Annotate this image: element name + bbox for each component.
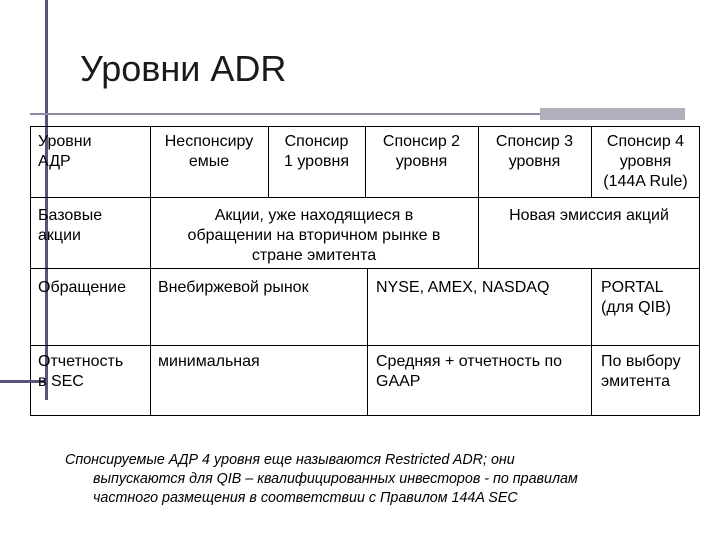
- cell-existing-shares: Акции, уже находящиеся в обращении на вторичном рынке в стране эмитента: [187, 207, 441, 264]
- header-sponsored-level-3: Спонсир 3 уровня: [495, 133, 574, 170]
- table-column-divider: [150, 126, 151, 268]
- footnote-line: Спонсируемые АДР 4 уровня еще называются Restricted ADR; они: [65, 452, 515, 468]
- cell-medium-reporting: Средняя + отчетность по GAAP: [376, 353, 563, 390]
- cell-new-issue: Новая эмиссия акций: [509, 207, 669, 224]
- table-column-divider: [367, 268, 368, 416]
- cell-exchanges: NYSE, AMEX, NASDAQ: [376, 279, 550, 296]
- slide-accent-vertical-line: [45, 0, 48, 400]
- table-row-divider: [30, 197, 700, 198]
- table-column-divider: [591, 268, 592, 416]
- cell-issuer-choice: По выбору эмитента: [601, 353, 681, 390]
- header-sponsored-level-2: Спонсир 2 уровня: [382, 133, 461, 170]
- table-border-left: [30, 126, 31, 416]
- cell-portal: PORTAL (для QIB): [601, 279, 671, 316]
- table-border-bottom: [30, 415, 700, 416]
- table-column-divider: [150, 268, 151, 416]
- cell-otc-market: Внебиржевой рынок: [158, 279, 309, 296]
- footnote-line: выпускаются для QIB – квалифицированных инвесторов - по правилам: [93, 471, 578, 487]
- table-column-divider: [365, 126, 366, 197]
- table-row-divider: [30, 268, 700, 269]
- header-levels: Уровни АДР: [38, 133, 92, 170]
- header-sponsored-level-4: Спонсир 4 уровня (144A Rule): [603, 133, 688, 190]
- table-border-right: [699, 126, 700, 416]
- header-unsponsored: Неспонсиру емые: [164, 133, 254, 170]
- table-row-divider: [30, 345, 700, 346]
- title-accent-box: [540, 108, 685, 120]
- cell-minimal-reporting: минимальная: [158, 353, 260, 370]
- footnote: [65, 451, 665, 508]
- row-label-trading: Обращение: [38, 279, 126, 296]
- table-column-divider: [591, 126, 592, 197]
- row-label-base-shares: Базовые акции: [38, 207, 103, 244]
- slide-title: Уровни ADR: [80, 48, 287, 89]
- row-label-sec-reporting: Отчетность в SEC: [38, 353, 124, 390]
- footnote-line: частного размещения в соответствии с Правилом 144A SEC: [93, 490, 518, 506]
- table-column-divider: [268, 126, 269, 197]
- header-sponsored-level-1: Спонсир 1 уровня: [284, 133, 349, 170]
- table-column-divider: [478, 126, 479, 268]
